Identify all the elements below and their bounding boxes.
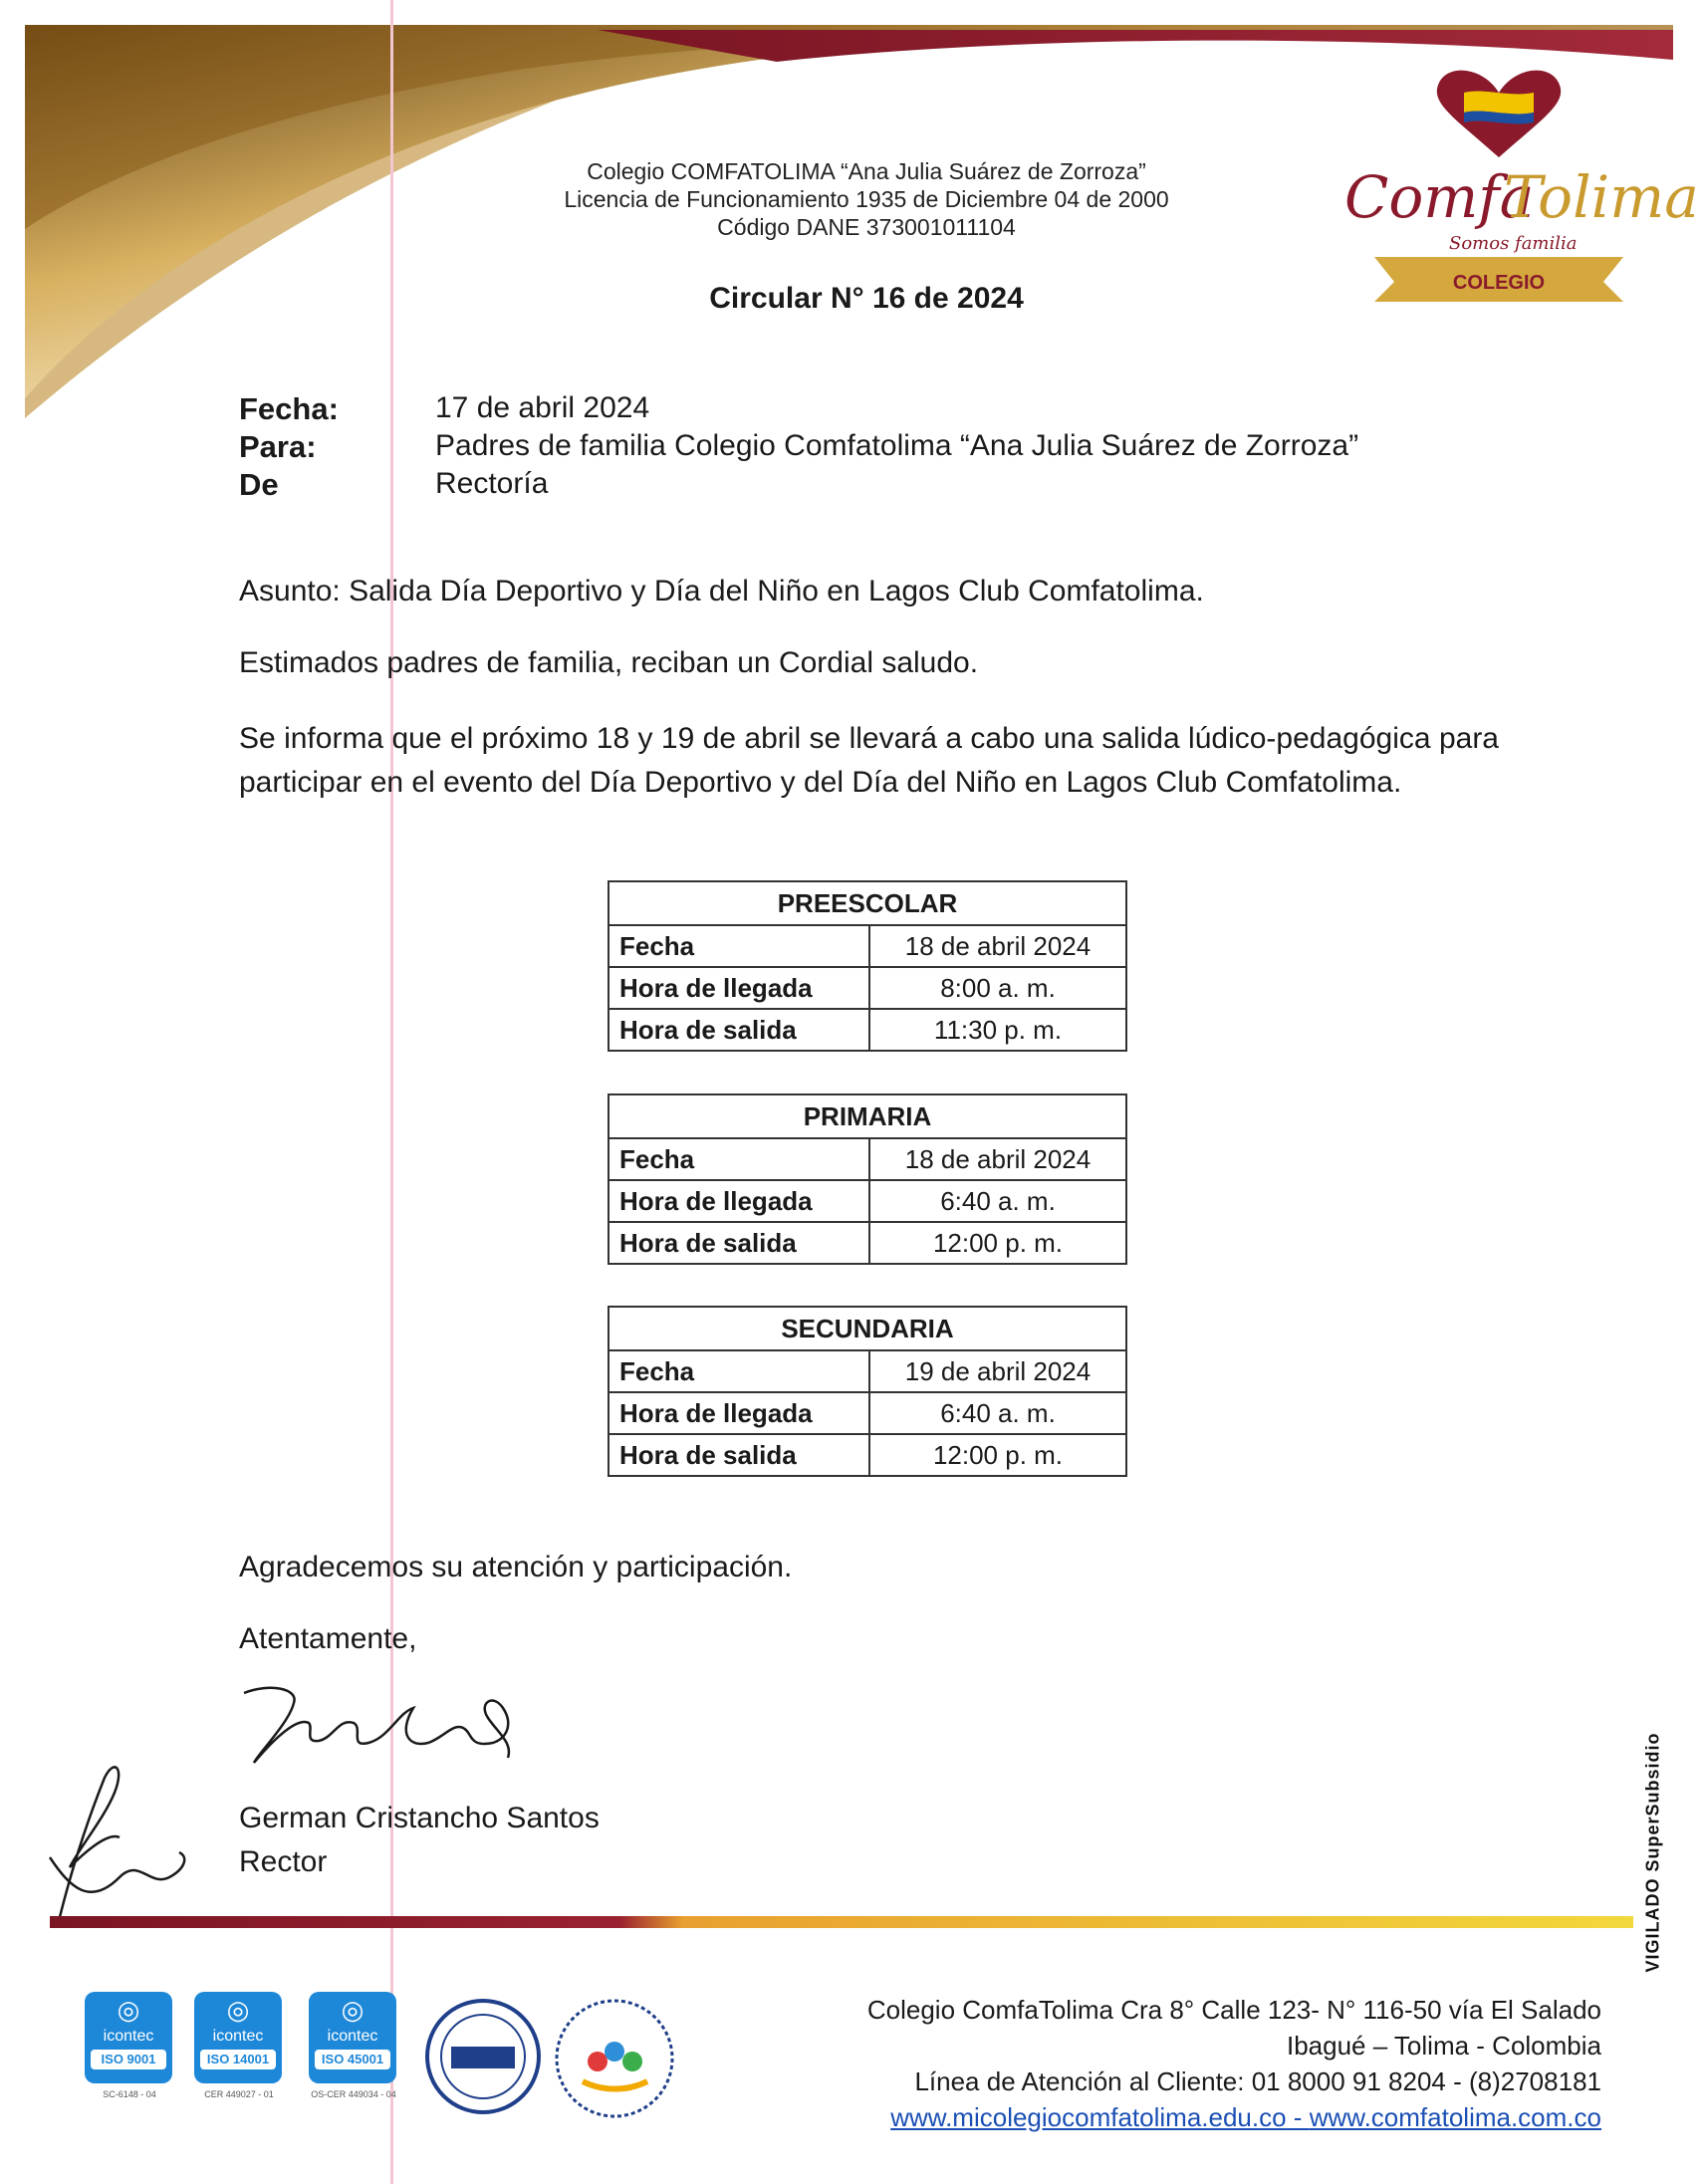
row-value: 18 de abril 2024 (869, 1138, 1126, 1180)
footer-phone: Línea de Atención al Cliente: 01 8000 91 8204 - (8)2708181 (914, 2066, 1601, 2096)
cert-brand: icontec (103, 2028, 154, 2045)
row-value: 12:00 p. m. (869, 1222, 1126, 1264)
table-row (608, 1138, 1126, 1180)
meta-value-de: Rectoría (435, 467, 549, 500)
cert-brand: icontec (212, 2028, 264, 2045)
cert-standard: ISO 14001 (200, 2050, 276, 2069)
row-label: Fecha (608, 925, 869, 967)
school-website-link[interactable]: www.micolegiocomfatolima.edu.co (890, 2102, 1287, 2132)
meta-label-fecha: Fecha: (239, 391, 339, 426)
stamp-text: VIGILADO SuperSubsidio (1642, 1732, 1663, 1973)
table-row (608, 1434, 1126, 1476)
cert-brand: icontec (327, 2028, 378, 2045)
row-value: 18 de abril 2024 (869, 925, 1126, 967)
row-value: 6:40 a. m. (869, 1180, 1126, 1222)
row-label: Hora de salida (608, 1434, 869, 1476)
row-label: Fecha (608, 1350, 869, 1392)
row-value: 19 de abril 2024 (869, 1350, 1126, 1392)
table-row (608, 1180, 1126, 1222)
row-value: 6:40 a. m. (869, 1392, 1126, 1434)
logo-tagline: Somos familia (1449, 233, 1578, 254)
cert-standard: ISO 45001 (315, 2050, 390, 2069)
cert-code: SC-6148 - 04 (103, 2089, 156, 2099)
table-title: SECUNDARIA (608, 1307, 1126, 1350)
dane-code-line: Código DANE 373001011104 (717, 214, 1016, 240)
footer-city: Ibagué – Tolima - Colombia (1286, 2031, 1601, 2061)
logo-brand-a: Comfa (1344, 163, 1535, 231)
meta-value-para: Padres de familia Colegio Comfatolima “Ana Julia Suárez de Zorroza” (435, 429, 1359, 462)
initials-mark (30, 1738, 199, 1937)
iqnet-seal (423, 1997, 543, 2116)
icontec-iso14001-badge (194, 1992, 284, 2121)
row-value: 8:00 a. m. (869, 967, 1126, 1009)
icontec-iso9001-badge (85, 1992, 174, 2121)
table-row (608, 925, 1126, 967)
row-value: 12:00 p. m. (869, 1434, 1126, 1476)
schedule-table-primaria (608, 1093, 1127, 1265)
row-label: Hora de salida (608, 1009, 869, 1051)
row-label: Fecha (608, 1138, 869, 1180)
table-row (608, 1222, 1126, 1264)
row-value: 11:30 p. m. (869, 1009, 1126, 1051)
schedule-table-secundaria (608, 1306, 1127, 1477)
cert-code: CER 449027 - 01 (204, 2089, 274, 2099)
footer-links (757, 2099, 1601, 2135)
table-row (608, 1009, 1126, 1051)
meta-value-fecha: 17 de abril 2024 (435, 391, 650, 424)
vigilado-supersubsidio-stamp (1633, 1643, 1673, 1982)
icontec-icon: ◎ (117, 1995, 140, 2025)
signature-image (239, 1663, 518, 1773)
cert-code: OS-CER 449034 - 04 (311, 2089, 396, 2099)
icontec-iso45001-badge (309, 1992, 398, 2121)
table-row (608, 1392, 1126, 1434)
footer-address: Colegio ComfaTolima Cra 8° Calle 123- N° 116-50 vía El Salado (866, 1995, 1601, 2025)
meta-label-de: De (239, 467, 279, 502)
meta-label-para: Para: (239, 429, 317, 464)
info-paragraph: Se informa que el próximo 18 y 19 de abril se llevará a cabo una salida lúdico-pedagógica para participar en el evento del Día Deportivo y del Día del Niño en Lagos Club Comfatolima. (239, 722, 1499, 799)
row-label: Hora de llegada (608, 1392, 869, 1434)
table-title: PRIMARIA (608, 1094, 1126, 1138)
footer-divider (50, 1916, 1633, 1928)
greeting-line: Estimados padres de familia, reciban un Cordial saludo. (239, 646, 979, 679)
comfatolima-logo (1335, 58, 1699, 307)
row-label: Hora de llegada (608, 967, 869, 1009)
signer-name: German Cristancho Santos (239, 1802, 600, 1834)
comfatolima-website-link[interactable]: www.comfatolima.com.co (1309, 2102, 1601, 2132)
row-label: Hora de salida (608, 1222, 869, 1264)
icontec-icon: ◎ (341, 1995, 365, 2025)
school-name-line: Colegio COMFATOLIMA “Ana Julia Suárez de Zorroza” (587, 158, 1146, 184)
cert-standard: ISO 9001 (91, 2050, 166, 2069)
logo-ribbon: COLEGIO (1452, 272, 1546, 294)
thanks-line: Agradecemos su atención y participación. (239, 1551, 793, 1583)
license-line: Licencia de Funcionamiento 1935 de Diciembre 04 de 2000 (564, 186, 1169, 212)
icontec-icon: ◎ (226, 1995, 250, 2025)
table-row (608, 1350, 1126, 1392)
table-row (608, 967, 1126, 1009)
logo-brand-b: Tolima (1504, 163, 1699, 231)
no-discrimination-seal (553, 1997, 677, 2121)
subject-line: Asunto: Salida Día Deportivo y Día del Niño en Lagos Club Comfatolima. (239, 575, 1204, 607)
schedule-table-preescolar (608, 880, 1127, 1052)
signer-role: Rector (239, 1845, 328, 1878)
table-title: PREESCOLAR (608, 881, 1126, 925)
closing-line: Atentamente, (239, 1622, 417, 1655)
row-label: Hora de llegada (608, 1180, 869, 1222)
circular-title: Circular N° 16 de 2024 (709, 282, 1024, 315)
link-separator: - (1286, 2102, 1310, 2132)
